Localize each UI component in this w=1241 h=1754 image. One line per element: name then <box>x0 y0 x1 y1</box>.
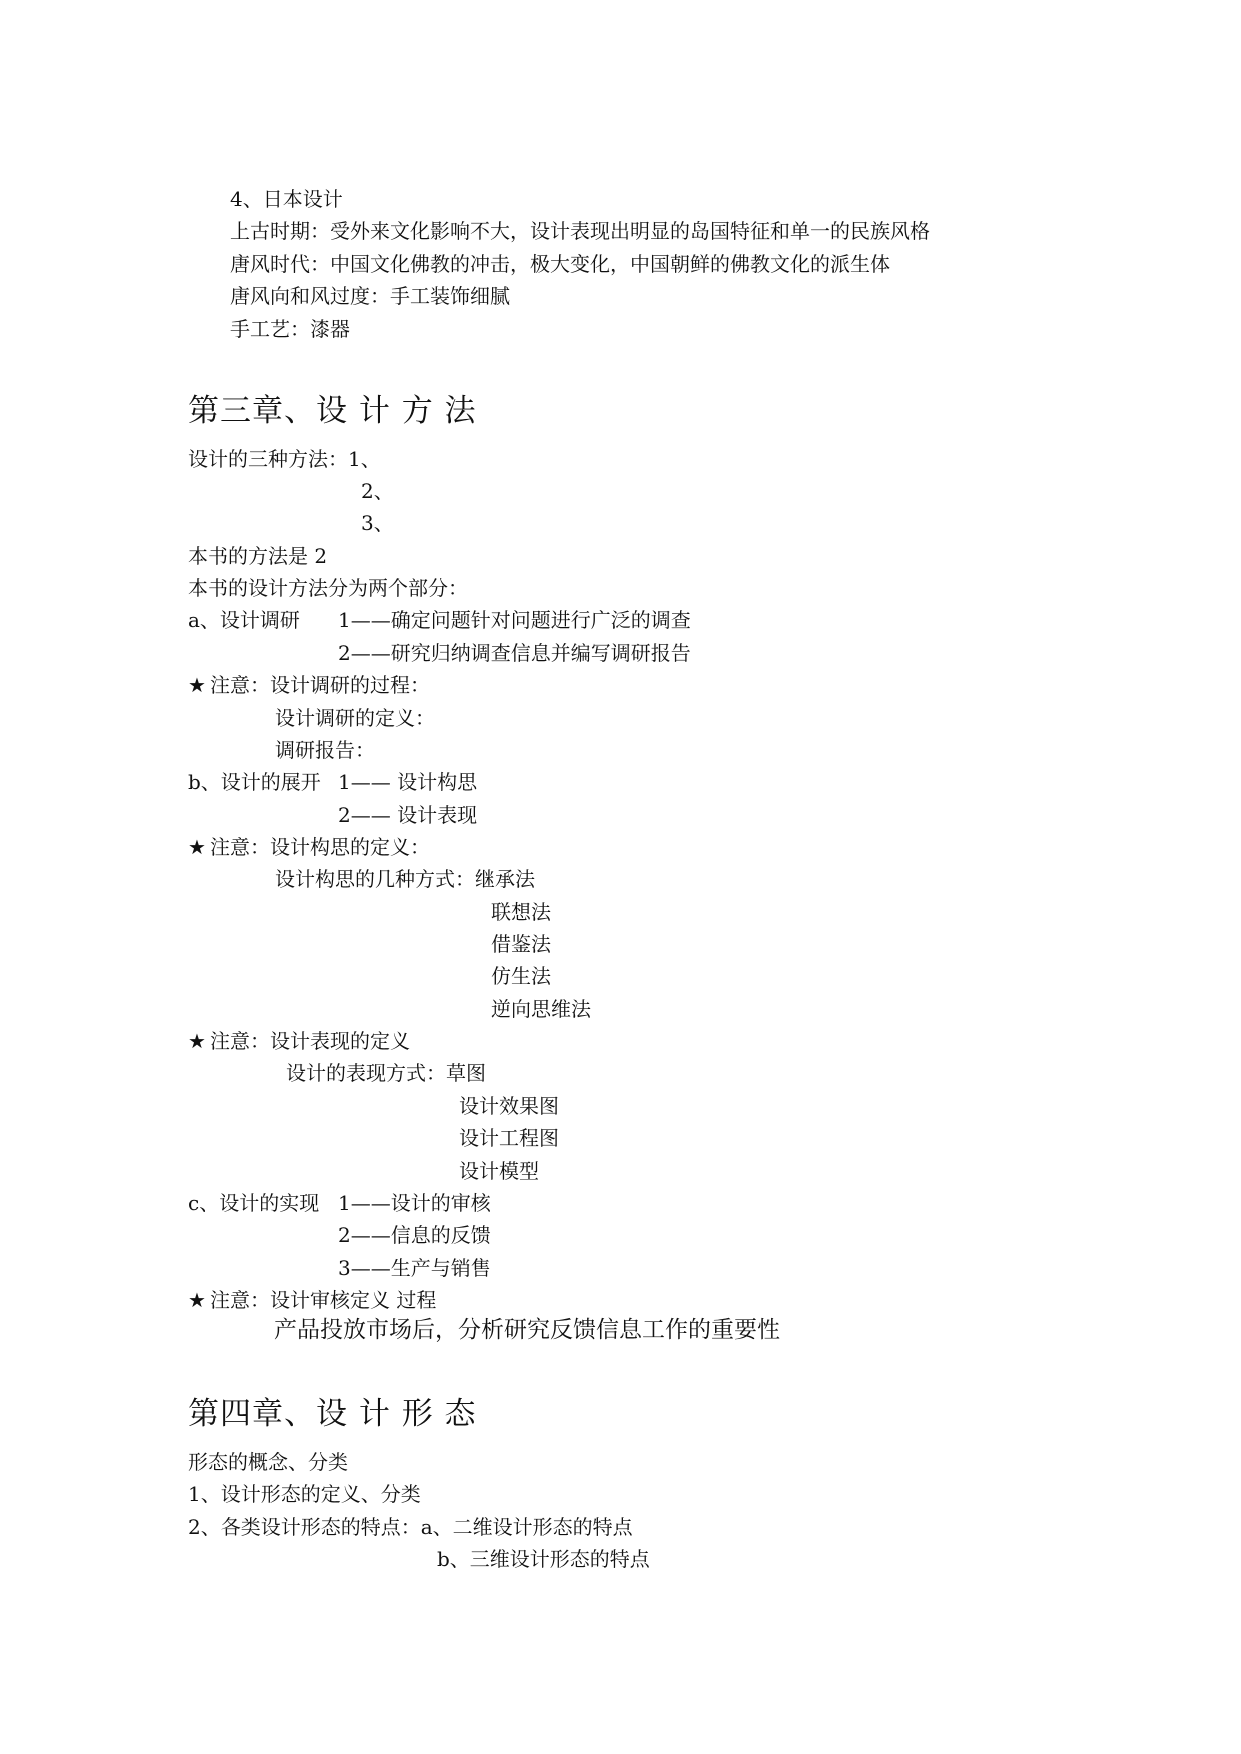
star-icon: ★ <box>188 835 206 859</box>
japan-line-ancient: 上古时期：受外来文化影响不大，设计表现出明显的岛国特征和单一的民族风格 <box>230 219 930 243</box>
note-b1-line1: 注意：设计构思的定义： <box>210 835 430 859</box>
note-c-line1: 注意：设计审核定义 过程 <box>210 1288 437 1312</box>
part-c-step1: 1——设计的审核 <box>338 1191 491 1215</box>
star-icon: ★ <box>188 673 206 697</box>
japan-line-craft: 手工艺：漆器 <box>230 317 350 341</box>
note-a-line1: 注意：设计调研的过程： <box>210 673 430 697</box>
part-b-label: b、设计的展开 <box>188 770 321 794</box>
note-a-line2: 设计调研的定义： <box>275 706 435 730</box>
chapter4-line3: 2、各类设计形态的特点：a、二维设计形态的特点 <box>188 1515 633 1539</box>
note-b2-way: 设计模型 <box>459 1159 539 1183</box>
three-methods-2: 2、 <box>361 479 394 503</box>
part-c-label: c、设计的实现 <box>188 1191 320 1215</box>
note-c-line2: 产品投放市场后，分析研究反馈信息工作的重要性 <box>274 1317 780 1343</box>
note-b2-way: 设计工程图 <box>459 1126 559 1150</box>
star-icon: ★ <box>188 1288 206 1312</box>
japan-line-transition: 唐风向和风过度：手工装饰细腻 <box>230 284 510 308</box>
three-methods-3: 3、 <box>361 511 394 535</box>
book-method: 本书的方法是 2 <box>188 544 328 568</box>
part-c-step3: 3——生产与销售 <box>338 1256 491 1280</box>
note-b1-way: 借鉴法 <box>491 932 551 956</box>
part-a-step1: 1——确定问题针对问题进行广泛的调查 <box>338 608 691 632</box>
chapter4-heading: 第四章、设 计 形 态 <box>188 1396 477 1432</box>
three-methods-label: 设计的三种方法：1、 <box>188 447 381 471</box>
note-b2-ways-label: 设计的表现方式：草图 <box>286 1061 486 1085</box>
part-b-step2: 2—— 设计表现 <box>338 803 478 827</box>
star-icon: ★ <box>188 1029 206 1053</box>
note-a-line3: 调研报告： <box>275 738 375 762</box>
part-a-step2: 2——研究归纳调查信息并编写调研报告 <box>338 641 691 665</box>
part-c-step2: 2——信息的反馈 <box>338 1223 491 1247</box>
chapter3-heading: 第三章、设 计 方 法 <box>188 393 477 429</box>
japan-title: 4、日本设计 <box>230 187 343 211</box>
note-b2-way: 设计效果图 <box>459 1094 559 1118</box>
note-b2-line1: 注意：设计表现的定义 <box>210 1029 410 1053</box>
part-b-step1: 1—— 设计构思 <box>338 770 478 794</box>
chapter4-line1: 形态的概念、分类 <box>188 1450 348 1474</box>
note-b1-way: 仿生法 <box>491 964 551 988</box>
note-b1-ways-label: 设计构思的几种方式：继承法 <box>275 867 535 891</box>
chapter4-line4: b、三维设计形态的特点 <box>437 1547 650 1571</box>
two-parts: 本书的设计方法分为两个部分： <box>188 576 468 600</box>
note-b1-way: 联想法 <box>491 900 551 924</box>
note-b1-way: 逆向思维法 <box>491 997 591 1021</box>
japan-line-tang: 唐风时代：中国文化佛教的冲击，极大变化，中国朝鲜的佛教文化的派生体 <box>230 252 890 276</box>
chapter4-line2: 1、设计形态的定义、分类 <box>188 1482 421 1506</box>
part-a-label: a、设计调研 <box>188 608 300 632</box>
